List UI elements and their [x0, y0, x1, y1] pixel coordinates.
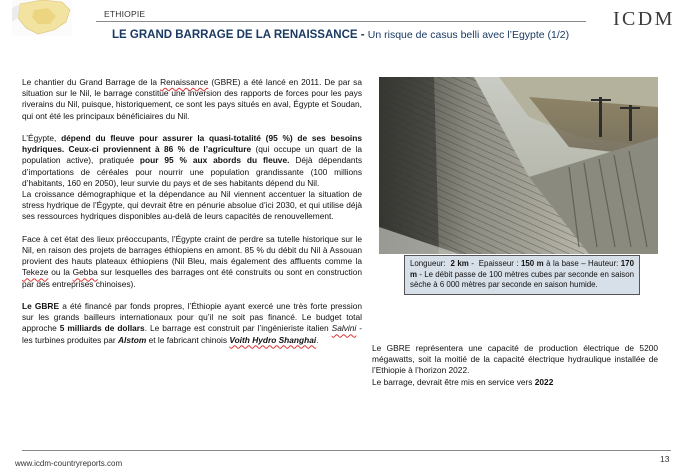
text-run: . [316, 334, 319, 345]
text-run: sur lesquelles des barrages ont été construits ou sont en construction par des entreprises chinoises). [22, 267, 363, 289]
paragraph-demography: La croissance démographique et la dépendance au Nil viennent accentuer la situation de stress hydrique de l’Égypte, qui devrait être en pénurie absolue d’ici 2030, et qui utilise déjà ses ressources hydriques disponibles au-delà de leurs capacités de renouvellement. [22, 189, 362, 222]
text-run: Renaissance [160, 77, 209, 87]
paragraph-upstream-dams [22, 234, 362, 290]
brand-logo: ICDM [613, 8, 675, 30]
dam-photo [379, 77, 658, 254]
text-run: . Le barrage est construit par l’ingénieriste italien [144, 323, 332, 334]
header-divider [96, 21, 586, 22]
page-title [112, 29, 569, 41]
title-main: LE GRAND BARRAGE DE LA RENAISSANCE [112, 29, 358, 41]
text-run-bold: pour 95 % aux abords du fleuve. [139, 155, 290, 166]
text-run: (GBRE) a été lancé en 2011. De par sa situation sur le Nil, le barrage constitue une inversion des rapports de forces pour les pays riverains du Nil, puisque, historiquement, ce sont les pays situés en aval, Égypte et Soudan, qui ont été les principaux bénéficiaires du Nil. [22, 77, 362, 121]
text-run: - Le débit passe de 100 mètres cubes par seconde en saison sèche à 6 000 mètres par seconde en saison humide. [410, 269, 634, 290]
text-run: Le barrage, devrait être mis en service vers [372, 376, 535, 387]
text-run: Le chantier du Grand Barrage de la [22, 77, 161, 87]
paragraph-capacity: Le GBRE représentera une capacité de production électrique de 5200 mégawatts, soit la moitié de la capacité électrique hydraulique installée de l’Ethiopie à l’horizon 2022. [372, 343, 658, 376]
dam-photo-image [379, 77, 658, 254]
text-run: ou la [48, 267, 73, 278]
text-run: - les turbines produites par [22, 323, 362, 345]
text-run-bold-italic: Voith Hydro Shanghai [229, 334, 317, 345]
text-run: Face à cet état des lieux préoccupants, l’Égypte craint de perdre sa tutelle historique sur le Nil, en raison des projets de barrages éthiopiens en amont. 85 % du débit du Nil à Assouan provient des hauts plateaux éthiopiens (Nil Bleu, mais également des affluents comme la [22, 233, 362, 267]
ethiopia-map-icon [12, 0, 72, 36]
title-separator: - [357, 29, 368, 41]
text-run: Gebba [72, 267, 98, 278]
text-run: Déjà dépendants d’importations de céréales pour nourrir une population grandissante (100 millions d’habitants, 160 en 2050), leur survie du pays et de ses habitants dépend du Nil. [22, 155, 363, 188]
text-run: L’Égypte, [22, 133, 62, 143]
paragraph-intro [22, 77, 362, 122]
text-run-bold: dépend du fleuve pour assurer la quasi-totalité (95 %) de ses besoins hydriques. Ceux-ci proviennent à 86 % de l’agriculture [22, 133, 362, 155]
paragraph-egypt-dependence [22, 133, 362, 189]
title-subtitle: Un risque de casus belli avec l’Egypte (1/2) [367, 29, 570, 41]
dam-specs-caption [404, 255, 640, 295]
text-run-bold: 170 m [410, 259, 634, 279]
left-column [22, 77, 362, 346]
country-label: ETHIOPIE [104, 9, 146, 19]
text-run: - Epaisseur : [468, 259, 522, 268]
text-run-bold-italic: Alstom [118, 334, 147, 345]
text-run: Longueur: [410, 259, 451, 268]
text-run-bold: 2022 [534, 376, 554, 387]
text-run-italic: Salvini [331, 323, 357, 334]
footer-divider [22, 450, 671, 451]
text-run: (qui occupe un quart de la population active), pratiquée [22, 144, 362, 166]
text-run-bold: 150 m [521, 259, 544, 268]
text-run-bold: 2 km [450, 259, 469, 268]
footer-website-link[interactable]: www.icdm-countryreports.com [15, 459, 123, 468]
text-run-bold: Le GBRE [22, 301, 60, 312]
paragraph-financing [22, 301, 362, 346]
text-run: à la base – Hauteur: [543, 259, 621, 268]
text-run: et le fabricant chinois [146, 334, 230, 345]
page-number: 13 [660, 454, 670, 464]
text-run-bold: 5 milliards de dollars [59, 323, 145, 334]
right-column [372, 343, 658, 388]
paragraph-service-date [372, 377, 658, 388]
text-run: a été financé par fonds propres, l’Éthiopie ayant exercé une très forte pression sur les grands bailleurs internationaux pour qu’il ne soit pas financé. Le budget total approche [22, 301, 362, 334]
text-run: Tekeze [22, 267, 49, 278]
